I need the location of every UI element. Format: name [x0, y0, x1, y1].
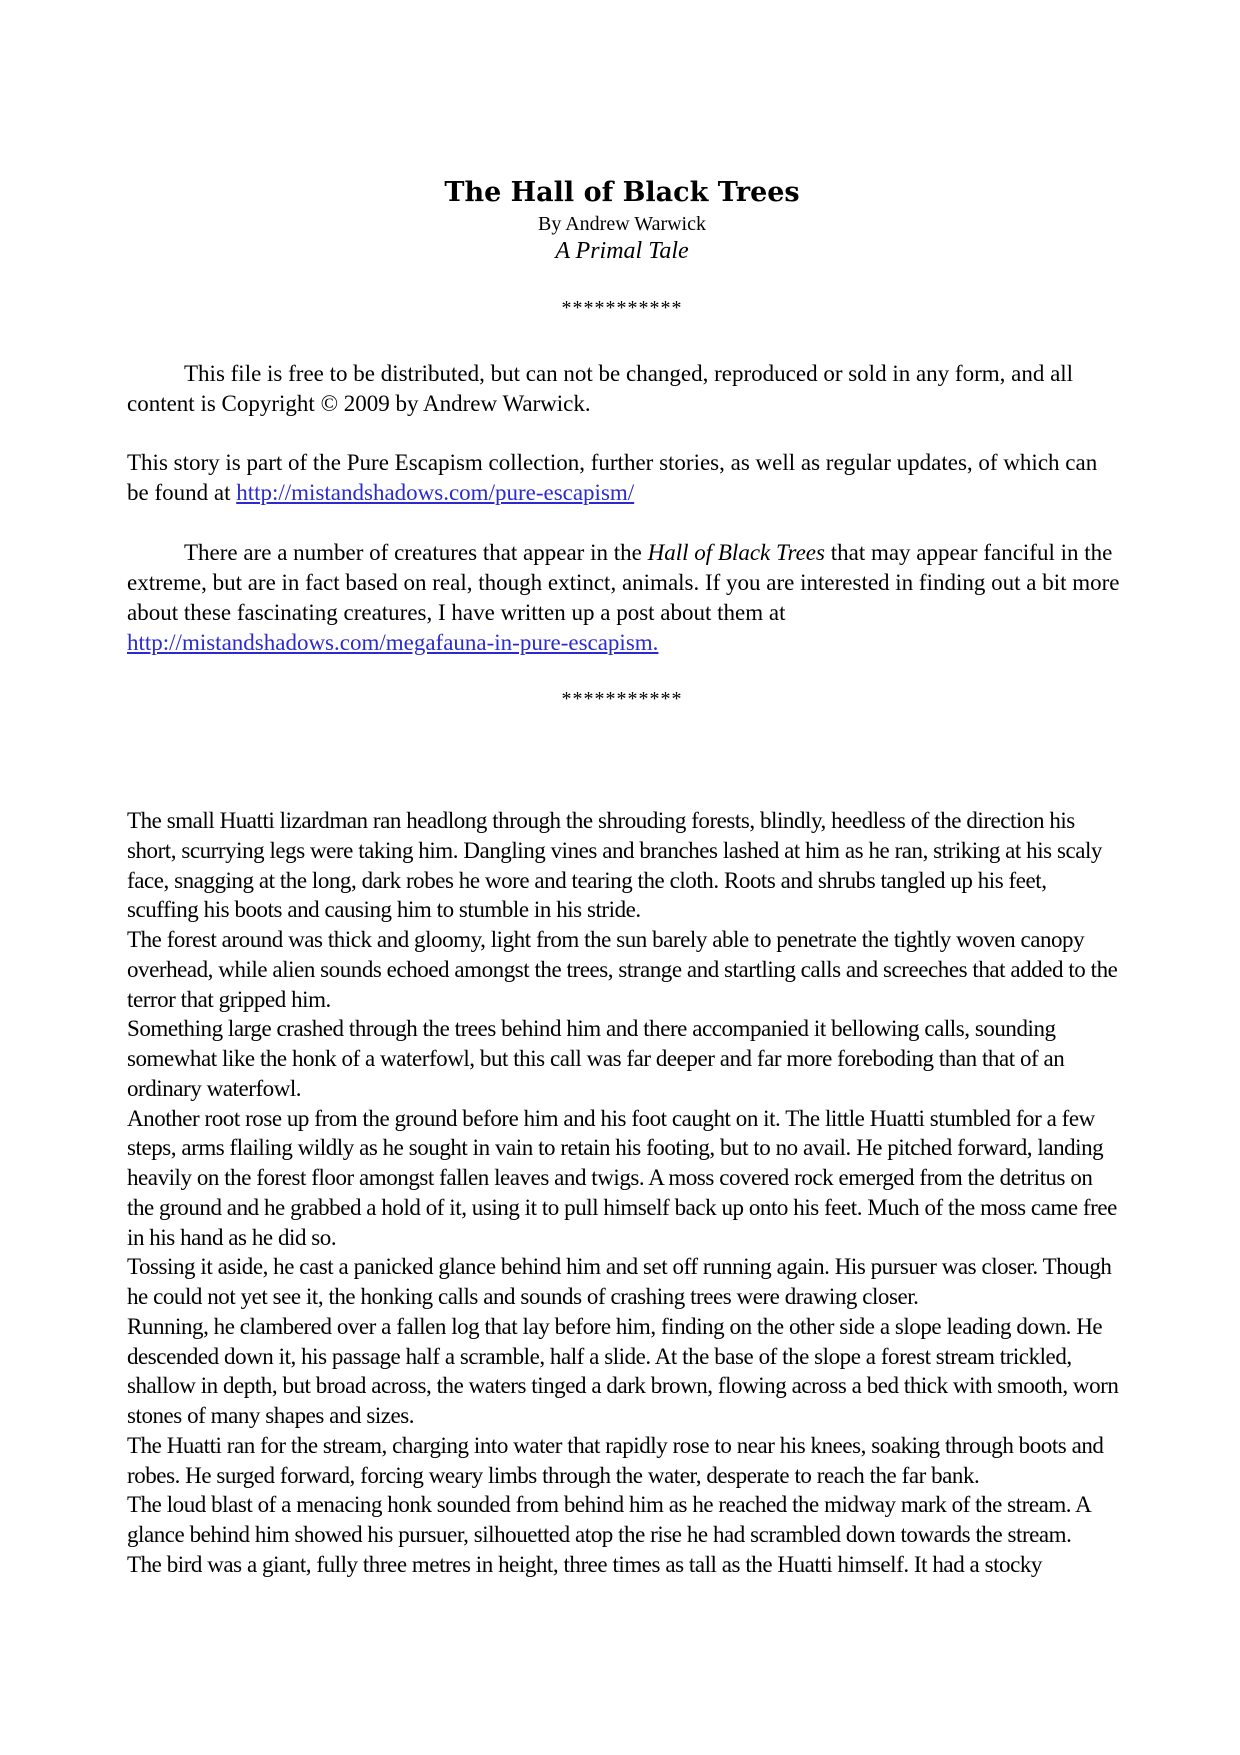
story-paragraph: Another root rose up from the ground before him and his foot caught on it. The little Huatti stumbled for a few steps, arms flailing wildly as he sought in vain to retain his footing, but to no avail. He pitched forward, landing heavily on the forest floor amongst fallen leaves and twigs. A moss covered rock emerged from the detritus on the ground and he grabbed a hold of it, using it to pull himself back up onto his feet. Much of the moss came free in his hand as he did so. [127, 1105, 1117, 1250]
story-paragraph: The bird was a giant, fully three metres in height, three times as tall as the Huatti himself. It had a stocky [127, 1551, 1042, 1577]
creatures-text-1: There are a number of creatures that appear in the [184, 540, 648, 565]
document-title: The Hall of Black Trees [444, 177, 800, 208]
story-paragraph: The Huatti ran for the stream, charging into water that rapidly rose to near his knees, soaking through boots and robes. He surged forward, forcing weary limbs through the water, desperate to reach the far bank. [127, 1432, 1104, 1488]
creatures-text-2: that may appear fanciful in the extreme, but are in fact based on real, though extinct, animals. If you are interested in finding out a bit more about these fascinating creatures, I have written up a post about them at [127, 540, 1120, 625]
story-paragraph: Tossing it aside, he cast a panicked glance behind him and set off running again. His pursuer was closer. Though he could not yet see it, the honking calls and sounds of crashing trees were drawing closer. [127, 1254, 1112, 1309]
collection-paragraph [127, 448, 1122, 508]
section-separator: *********** [561, 688, 683, 710]
author-byline: By Andrew Warwick [538, 213, 706, 235]
story-body [127, 806, 1122, 1580]
story-paragraph: The small Huatti lizardman ran headlong through the shrouding forests, blindly, heedless of the direction his short, scurrying legs were taking him. Dangling vines and branches lashed at him as he ran, striking at his scaly face, snagging at the long, dark robes he wore and tearing the cloth. Roots and shrubs tangled up his feet, scuffing his boots and causing him to stumble in his stride. [127, 808, 1102, 923]
story-paragraph: Something large crashed through the trees behind him and there accompanied it bellowing calls, sounding somewhat like the honk of a waterfowl, but this call was far deeper and far more foreboding than that of an ordinary waterfowl. [127, 1016, 1065, 1101]
story-paragraph: Running, he clambered over a fallen log that lay before him, finding on the other side a slope leading down. He descended down it, his passage half a scramble, half a slide. At the base of the slope a forest stream trickled, shallow in depth, but broad across, the waters tinged a dark brown, flowing across a bed thick with smooth, worn stones of many shapes and sizes. [127, 1313, 1119, 1428]
collection-text: This story is part of the Pure Escapism collection, further stories, as well as regular updates, of which can be found at [127, 450, 1098, 505]
creatures-paragraph [127, 538, 1122, 658]
document-subtitle: A Primal Tale [555, 238, 689, 264]
collection-link[interactable]: http://mistandshadows.com/pure-escapism/ [236, 480, 635, 505]
story-paragraph: The forest around was thick and gloomy, light from the sun barely able to penetrate the tightly woven canopy overhead, while alien sounds echoed amongst the trees, strange and startling calls and screeches that added to the terror that gripped him. [127, 927, 1118, 1012]
copyright-paragraph: This file is free to be distributed, but can not be changed, reproduced or sold in any form, and all content is Copyright © 2009 by Andrew Warwick. [127, 361, 1074, 416]
story-title-reference: Hall of Black Trees [647, 540, 825, 565]
megafauna-link[interactable]: http://mistandshadows.com/megafauna-in-pure-escapism. [127, 630, 659, 655]
story-paragraph: The loud blast of a menacing honk sounded from behind him as he reached the midway mark of the stream. A glance behind him showed his pursuer, silhouetted atop the rise he had scrambled down towards the stream. [127, 1492, 1091, 1547]
section-separator: *********** [561, 297, 683, 319]
